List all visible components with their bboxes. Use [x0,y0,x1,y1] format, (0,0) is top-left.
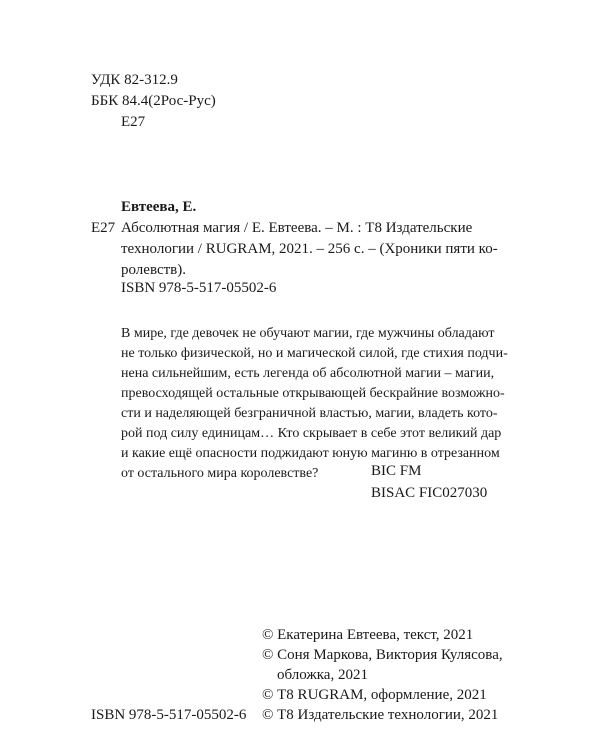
copyright-line: обложка, 2021 [277,667,368,683]
bbk-code: ББК 84.4(2Рос-Рус) [91,93,216,109]
annotation-line: рой под силу единицам… Кто скрывает в себе этот великий дар [121,426,502,441]
copyright-line: © Соня Маркова, Виктория Кулясова, [262,647,503,663]
entry-description [121,218,511,281]
annotation-line: нена сильнейшим, есть легенда об абсолютной магии – магии, [121,366,495,381]
entry-author: Евтеева, Е. [121,199,197,215]
bisac-code: BISAC FIC027030 [371,485,488,501]
isbn-bottom: ISBN 978-5-517-05502-6 [91,707,247,723]
annotation-line: не только физической, но и магической силой, где стихия подчи- [121,346,508,361]
entry-line: ролевств). [121,262,186,278]
entry-code: Е27 [91,220,116,236]
annotation-line: превосходящей остальные открывающей бескрайние возможно- [121,386,505,401]
annotation-line: сти и наделяющей безграничной властью, магии, владеть кото- [121,406,498,421]
annotation-line: от остального мира королевстве? [121,466,319,481]
entry-line: технологии / RUGRAM, 2021. – 256 с. – (Хроники пяти ко- [121,241,498,257]
copyright-line: © Т8 RUGRAM, оформление, 2021 [262,687,487,703]
subject-codes [371,460,487,504]
copyright-line: © Екатерина Евтеева, текст, 2021 [262,627,474,643]
copyright-block [262,625,503,725]
classification-block [91,70,216,133]
bibliographic-entry [91,197,511,281]
entry-line: Абсолютная магия / Е. Евтеева. – М. : Т8 Издательские [121,220,473,236]
annotation-line: и какие ещё опасности поджидают юную магиню в отрезанном [121,446,500,461]
annotation-line: В мире, где девочек не обучают магии, где мужчины обладают [121,326,495,341]
isbn-top: ISBN 978-5-517-05502-6 [121,280,277,296]
copyright-line: © Т8 Издательские технологии, 2021 [262,707,499,723]
udk-code: УДК 82-312.9 [91,72,178,88]
bic-code: BIC FM [371,463,422,479]
author-sign: Е27 [121,114,146,130]
